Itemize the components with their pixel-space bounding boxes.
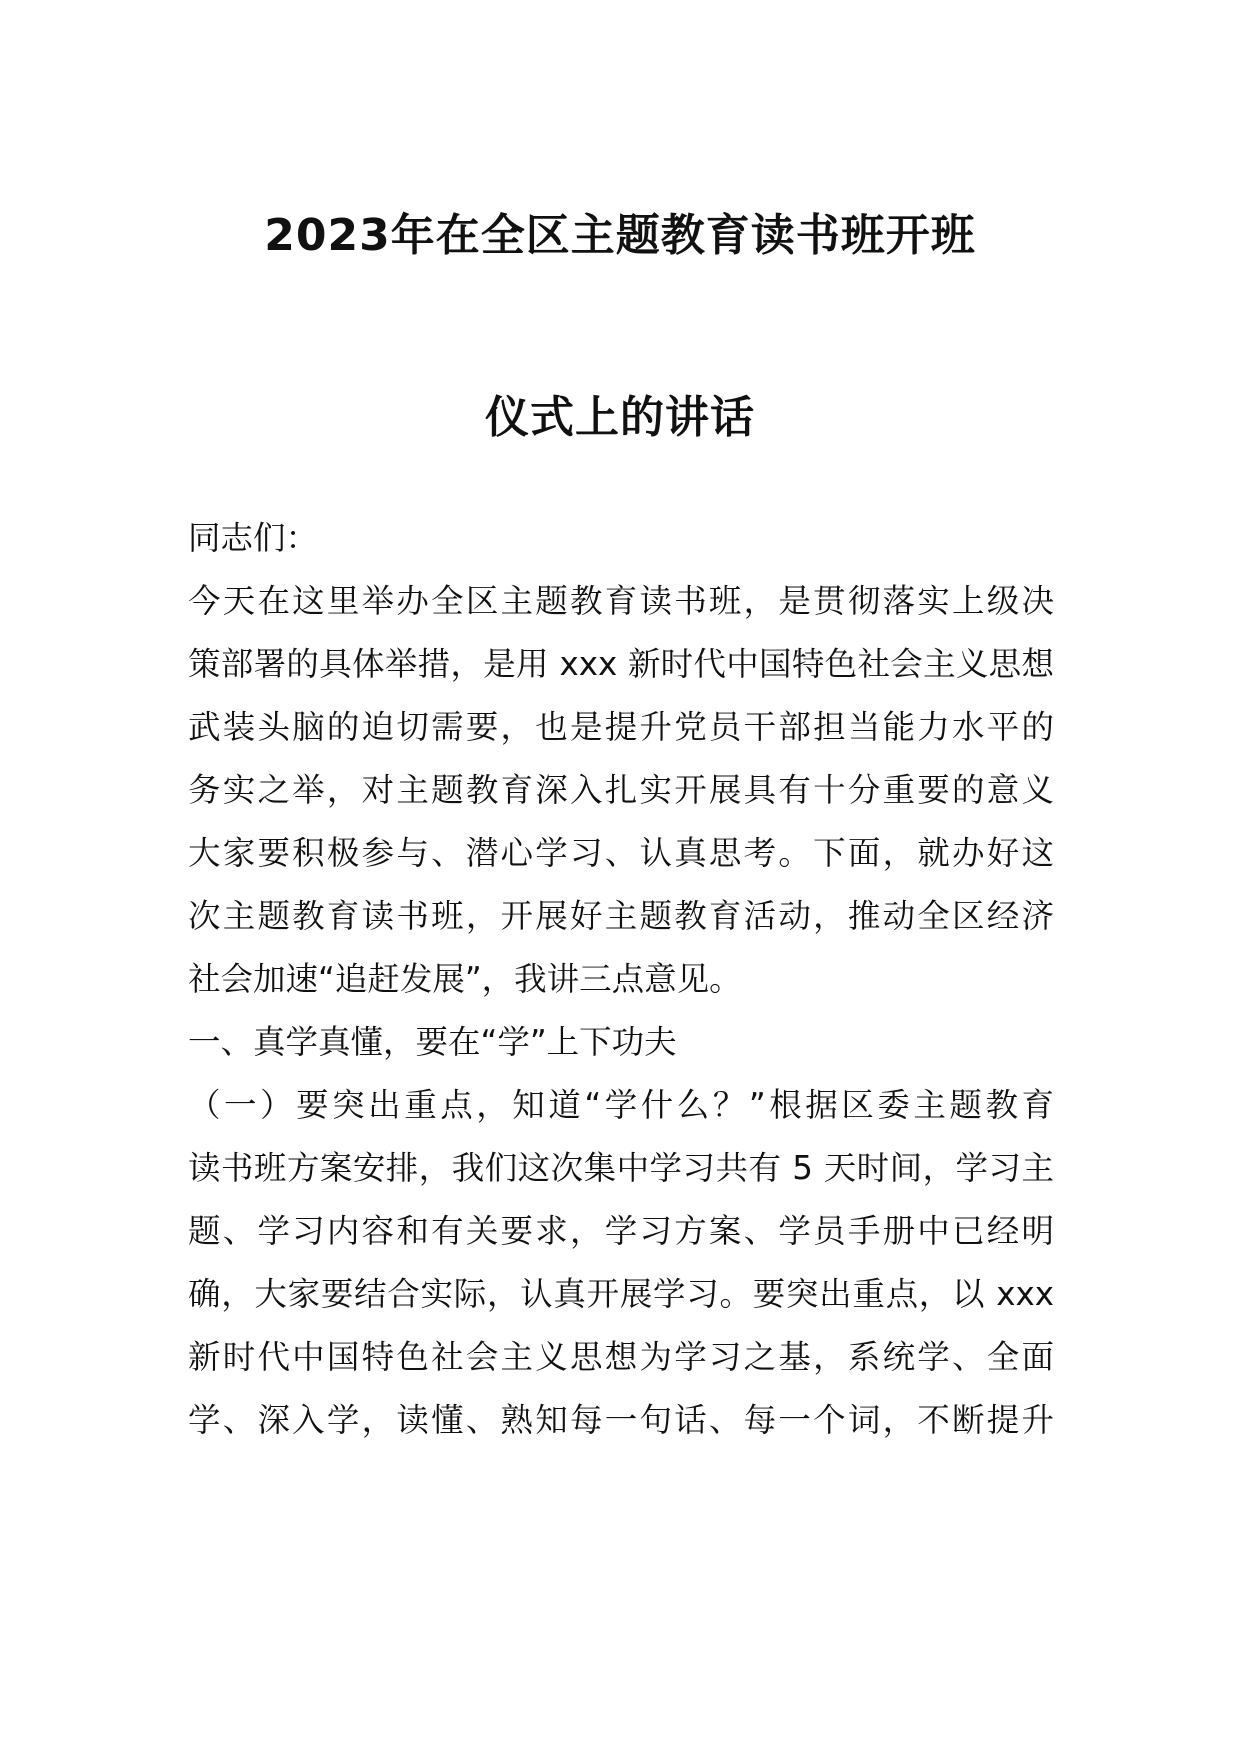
body-line: 务实之举，对主题教育深入扎实开展具有十分重要的意义 — [188, 771, 1054, 809]
document-title-line-1: 2023年在全区主题教育读书班开班 — [264, 210, 976, 261]
salutation: 同志们： — [188, 519, 319, 557]
body-line: 学、深入学，读懂、熟知每一句话、每一个词，不断提升 — [188, 1401, 1054, 1439]
body-line: 题、学习内容和有关要求，学习方案、学员手册中已经明 — [188, 1212, 1054, 1250]
section-heading: 一、真学真懂，要在“学”上下功夫 — [188, 1023, 677, 1061]
body-line: （一）要突出重点，知道“学什么？”根据区委主题教育 — [188, 1086, 1054, 1124]
body-line: 大家要积极参与、潜心学习、认真思考。下面，就办好这 — [188, 834, 1054, 872]
body-line: 新时代中国特色社会主义思想为学习之基，系统学、全面 — [188, 1338, 1054, 1376]
body-line: 策部署的具体举措，是用 xxx 新时代中国特色社会主义思想 — [188, 645, 1054, 683]
document-title-line-2: 仪式上的讲话 — [485, 392, 755, 443]
body-line: 读书班方案安排，我们这次集中学习共有 5 天时间，学习主 — [188, 1149, 1054, 1187]
body-line: 社会加速“追赶发展”，我讲三点意见。 — [188, 960, 742, 998]
body-line: 次主题教育读书班，开展好主题教育活动，推动全区经济 — [188, 897, 1054, 935]
body-line: 武装头脑的迫切需要，也是提升党员干部担当能力水平的 — [188, 708, 1054, 746]
body-line: 今天在这里举办全区主题教育读书班，是贯彻落实上级决 — [188, 582, 1054, 620]
body-line: 确，大家要结合实际，认真开展学习。要突出重点，以 xxx — [188, 1275, 1054, 1313]
